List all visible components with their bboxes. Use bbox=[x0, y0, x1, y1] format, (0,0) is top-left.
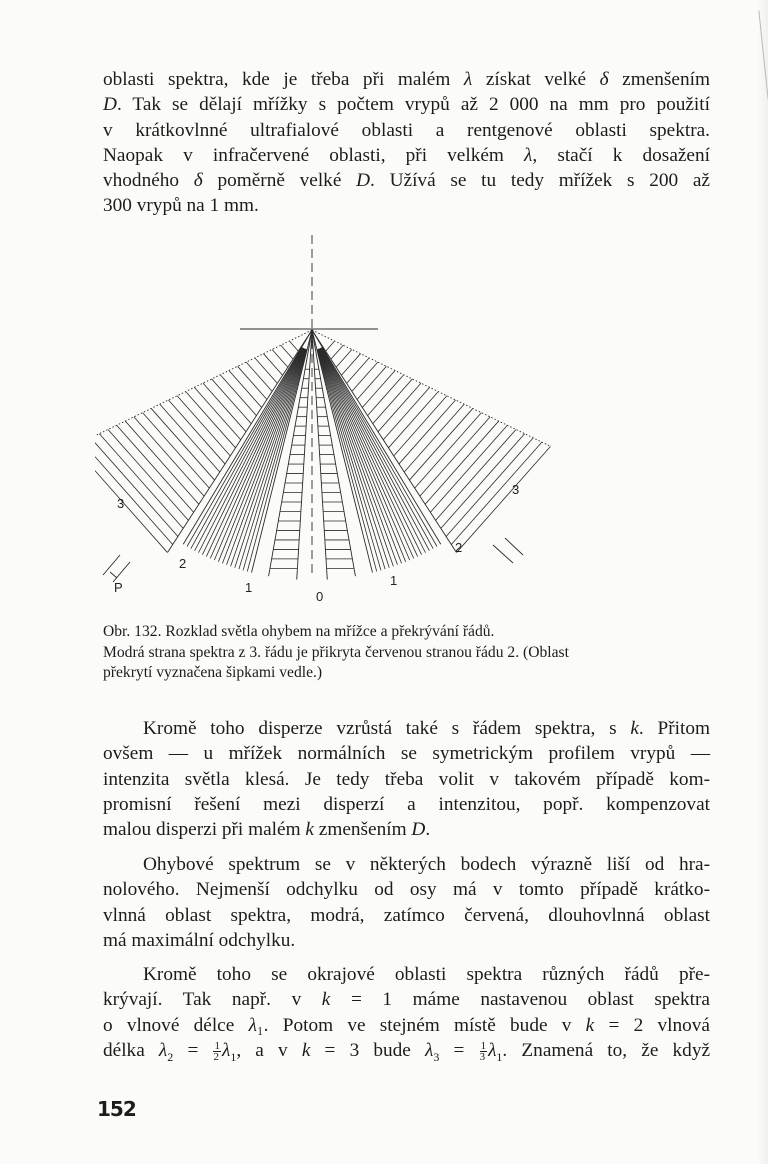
paragraph-4-last-line bbox=[103, 1038, 710, 1070]
order-2-left-hatch bbox=[222, 349, 304, 564]
math-symbol: D bbox=[103, 94, 117, 116]
order-3-left-hatch bbox=[160, 404, 220, 472]
order-3-right-hatch bbox=[336, 349, 352, 367]
text-line bbox=[103, 118, 710, 143]
order-3-left-hatch bbox=[194, 387, 240, 439]
math-symbol: k bbox=[305, 819, 314, 841]
order-3-left-hatch bbox=[143, 413, 210, 488]
text-line bbox=[103, 143, 710, 168]
math-symbol: λ bbox=[524, 144, 533, 166]
order-3-left-hatch bbox=[229, 371, 262, 408]
page-edge bbox=[758, 0, 768, 1164]
text-line bbox=[103, 852, 710, 877]
page-number: 152 bbox=[97, 1097, 136, 1121]
text-run: = 2 vlnová bbox=[594, 1014, 710, 1036]
math-symbol: λ bbox=[463, 69, 473, 90]
order-3-right-hatch bbox=[409, 408, 472, 480]
text-run: vlnná oblast spektra, modrá, zatímco červená, dlouhovlnná oblast bbox=[103, 904, 710, 926]
text-run: oblasti spektra, kde je třeba při malém bbox=[103, 69, 464, 90]
text-line bbox=[103, 817, 710, 842]
text-line bbox=[103, 792, 710, 817]
text: = bbox=[439, 1039, 479, 1061]
overlap-marker bbox=[103, 555, 120, 575]
order-2-left-hatch bbox=[243, 349, 306, 570]
denominator: 3 bbox=[479, 1050, 486, 1063]
order-3-left-hatch bbox=[281, 345, 293, 359]
order-2-right-hatch bbox=[319, 349, 401, 564]
order-3-right-hatch bbox=[347, 358, 370, 383]
order-3-right-hatch bbox=[436, 429, 516, 520]
text: . Znamená to, že když bbox=[502, 1039, 711, 1061]
order-3-right-hatch bbox=[446, 438, 533, 537]
text-run: ovšem — u mřížek normálních se symetrickým profilem vrypů — bbox=[103, 743, 710, 765]
text: = 3 bude bbox=[310, 1039, 426, 1061]
math-symbol: D bbox=[356, 170, 371, 192]
order-3-left-hatch bbox=[203, 383, 246, 432]
order-3-left-hatch bbox=[272, 349, 288, 367]
caption-line-1: Obr. 132. Rozklad světla ohybem na mřížce a překrývání řádů. bbox=[103, 623, 495, 640]
caption-line-2: Modrá strana spektra z 3. řádu je přikryta červenou stranou řádu 2. (Oblast bbox=[103, 643, 569, 661]
text-line bbox=[103, 67, 710, 92]
math-symbol: δ bbox=[193, 170, 203, 192]
denominator: 2 bbox=[213, 1050, 219, 1063]
order-2-left-hatch bbox=[187, 347, 302, 546]
text: , a v bbox=[236, 1039, 302, 1061]
order-3-right-hatch bbox=[341, 354, 360, 376]
order-3-right-hatch bbox=[389, 392, 439, 448]
text-run: zmenšením bbox=[608, 69, 710, 90]
text-run: o vlnové délce bbox=[103, 1014, 249, 1036]
text-run: Naopak v infračervené oblasti, při velkém bbox=[103, 144, 525, 166]
order-3-left-hatch bbox=[238, 366, 267, 399]
order-3-left-hatch bbox=[117, 425, 194, 512]
math-symbol: k bbox=[585, 1014, 595, 1036]
label-order-3-right: 3 bbox=[512, 482, 520, 497]
label-order-1-right: 1 bbox=[390, 573, 398, 588]
subscript: 1 bbox=[230, 1049, 237, 1064]
text-run: = 1 máme nastavenou oblast spektra bbox=[330, 989, 710, 1011]
fraction-one-half bbox=[213, 1041, 221, 1062]
text-run: promisní řešení mezi disperzí a intenzitou, popř. kompenzovat bbox=[103, 793, 710, 815]
text-run: nolového. Nejmenší odchylku od osy má v tomto případě krátko- bbox=[103, 879, 710, 901]
order-3-left-hatch bbox=[263, 354, 282, 376]
diffraction-figure bbox=[95, 230, 555, 610]
order-2-right-hatch bbox=[322, 347, 437, 546]
order-2-right-hatch bbox=[321, 348, 429, 551]
lambda-symbol: λ bbox=[425, 1039, 434, 1061]
text-line bbox=[103, 92, 710, 117]
numerator: 1 bbox=[480, 1039, 487, 1052]
text-run: Kromě toho se okrajové oblasti spektra různých řádů pře- bbox=[143, 964, 710, 985]
order-3-right-hatch bbox=[457, 446, 551, 552]
text-run: získat velké bbox=[472, 69, 600, 90]
order-3-right-hatch bbox=[451, 442, 542, 544]
text-line bbox=[103, 903, 710, 928]
text-run: Kromě toho disperze vzrůstá také s řádem spektra, s bbox=[143, 718, 631, 739]
subscript: 1 bbox=[496, 1049, 503, 1064]
subscript: 3 bbox=[433, 1049, 440, 1064]
math-symbol: k bbox=[321, 989, 331, 1011]
text-run: , stačí k dosažení bbox=[532, 144, 710, 166]
paragraph-4 bbox=[103, 962, 710, 1070]
order-3-right-hatch bbox=[415, 413, 482, 488]
order-3-right-hatch bbox=[373, 379, 413, 424]
text-run: intenzita světla klesá. Je tedy třeba volit v takovém případě kom- bbox=[103, 768, 710, 790]
text-line bbox=[103, 928, 710, 953]
text-line bbox=[103, 193, 710, 218]
k-symbol: k bbox=[301, 1039, 311, 1061]
text-run: . bbox=[425, 819, 431, 841]
page-edge-line bbox=[758, 10, 768, 100]
order-2-left-hatch bbox=[206, 348, 303, 556]
order-3-right-hatch bbox=[357, 366, 386, 399]
overlap-marker-right bbox=[493, 545, 513, 563]
text-run: vhodného bbox=[103, 170, 194, 192]
text-line bbox=[103, 962, 710, 987]
text: délka bbox=[103, 1039, 159, 1061]
order-3-left-hatch bbox=[151, 408, 214, 480]
order-2-right-hatch bbox=[318, 349, 381, 570]
overlap-marker bbox=[113, 562, 130, 582]
order-3-left-hatch bbox=[168, 400, 225, 464]
order-2-right-hatch bbox=[320, 348, 417, 556]
label-order-3-left: 3 bbox=[117, 496, 125, 511]
order-3-left-hatch bbox=[95, 442, 173, 544]
order-2-right-hatch bbox=[319, 349, 405, 562]
text-run: . Užívá se tu tedy mřížek s 200 až bbox=[370, 170, 710, 192]
order-3-right-hatch bbox=[378, 383, 421, 432]
order-3-left-hatch bbox=[255, 358, 278, 383]
text-line bbox=[103, 716, 710, 741]
order-2-left-hatch bbox=[231, 349, 306, 566]
numerator: 1 bbox=[214, 1039, 220, 1052]
text-run: krývají. Tak např. v bbox=[103, 989, 322, 1011]
order-3-right-hatch bbox=[362, 371, 395, 408]
order-3-right-hatch bbox=[331, 345, 343, 359]
lambda-symbol: λ bbox=[158, 1039, 168, 1061]
text-run: . Tak se dělají mřížky s počtem vrypů až 2 000 na mm pro použití bbox=[116, 94, 710, 116]
text-line bbox=[103, 987, 710, 1012]
order-2-left-hatch bbox=[199, 348, 303, 553]
text-run: poměrně velké bbox=[202, 170, 357, 192]
order-3-left-hatch bbox=[95, 446, 167, 552]
order-3-right-hatch bbox=[326, 341, 335, 351]
order-3-left-hatch bbox=[186, 392, 236, 448]
text-run: ₁. Potom ve stejném místě bude v bbox=[256, 1014, 586, 1036]
text-line bbox=[103, 1013, 710, 1038]
order-2-left-hatch bbox=[195, 348, 303, 551]
caption-line-3: překrytí vyznačena šipkami vedle.) bbox=[103, 664, 323, 681]
label-order-2-right: 2 bbox=[455, 540, 463, 555]
math-symbol: δ bbox=[599, 69, 609, 90]
order-2-left-hatch bbox=[218, 349, 304, 562]
text-run: zmenšením bbox=[313, 819, 412, 841]
text: = bbox=[173, 1039, 213, 1061]
fraction-one-third bbox=[480, 1041, 488, 1062]
order-3-left-hatch bbox=[212, 379, 252, 424]
order-2-left-hatch bbox=[235, 349, 306, 568]
order-2-left-hatch bbox=[191, 347, 303, 548]
text-line bbox=[103, 877, 710, 902]
lambda-symbol: λ bbox=[488, 1039, 497, 1061]
order-2-right-hatch bbox=[322, 347, 434, 548]
math-symbol: k bbox=[630, 718, 639, 739]
paragraph-3 bbox=[103, 852, 710, 953]
label-order-0: 0 bbox=[316, 589, 324, 604]
text-run: 300 vrypů na 1 mm. bbox=[103, 195, 259, 217]
order-3-left-hatch bbox=[125, 421, 199, 504]
figure-caption bbox=[103, 622, 710, 684]
order-2-right-hatch bbox=[321, 348, 425, 553]
label-p: P bbox=[114, 580, 123, 595]
order-2-right-hatch bbox=[318, 349, 389, 568]
overlap-marker-right bbox=[505, 538, 523, 555]
text-run: má maximální odchylku. bbox=[103, 929, 296, 951]
order-3-right-hatch bbox=[404, 404, 464, 472]
text-run: . Přitom bbox=[638, 718, 710, 739]
order-3-left-hatch bbox=[99, 434, 183, 529]
text-run: malou disperzi při malém bbox=[103, 819, 306, 841]
order-3-right-hatch bbox=[425, 421, 499, 504]
overlap-marker bbox=[110, 572, 117, 578]
lambda-symbol: λ bbox=[221, 1039, 231, 1061]
figure-drawing bbox=[95, 235, 551, 582]
text-run: v krátkovlnné ultrafialové oblasti a rentgenové oblasti spektra. bbox=[103, 119, 710, 141]
text-line bbox=[103, 767, 710, 792]
math-symbol: λ bbox=[248, 1014, 257, 1036]
order-3-right-hatch bbox=[383, 387, 429, 439]
order-2-right-hatch bbox=[319, 349, 394, 566]
order-3-left-hatch bbox=[289, 341, 298, 351]
paragraph-1 bbox=[103, 67, 710, 219]
text-run: Ohybové spektrum se v některých bodech výrazně liší od hra- bbox=[143, 854, 710, 875]
text-line bbox=[103, 741, 710, 766]
subscript: 2 bbox=[167, 1049, 174, 1064]
text-line bbox=[103, 168, 710, 193]
order-3-right-hatch bbox=[399, 400, 456, 464]
order-3-left-hatch bbox=[246, 362, 272, 391]
label-order-2-left: 2 bbox=[179, 556, 187, 571]
label-order-1-left: 1 bbox=[245, 580, 253, 595]
order-3-right-hatch bbox=[430, 425, 507, 512]
paragraph-2 bbox=[103, 716, 710, 842]
math-symbol: D bbox=[411, 819, 426, 841]
paragraph-4-lines bbox=[103, 962, 710, 1038]
order-3-right-hatch bbox=[352, 362, 378, 391]
